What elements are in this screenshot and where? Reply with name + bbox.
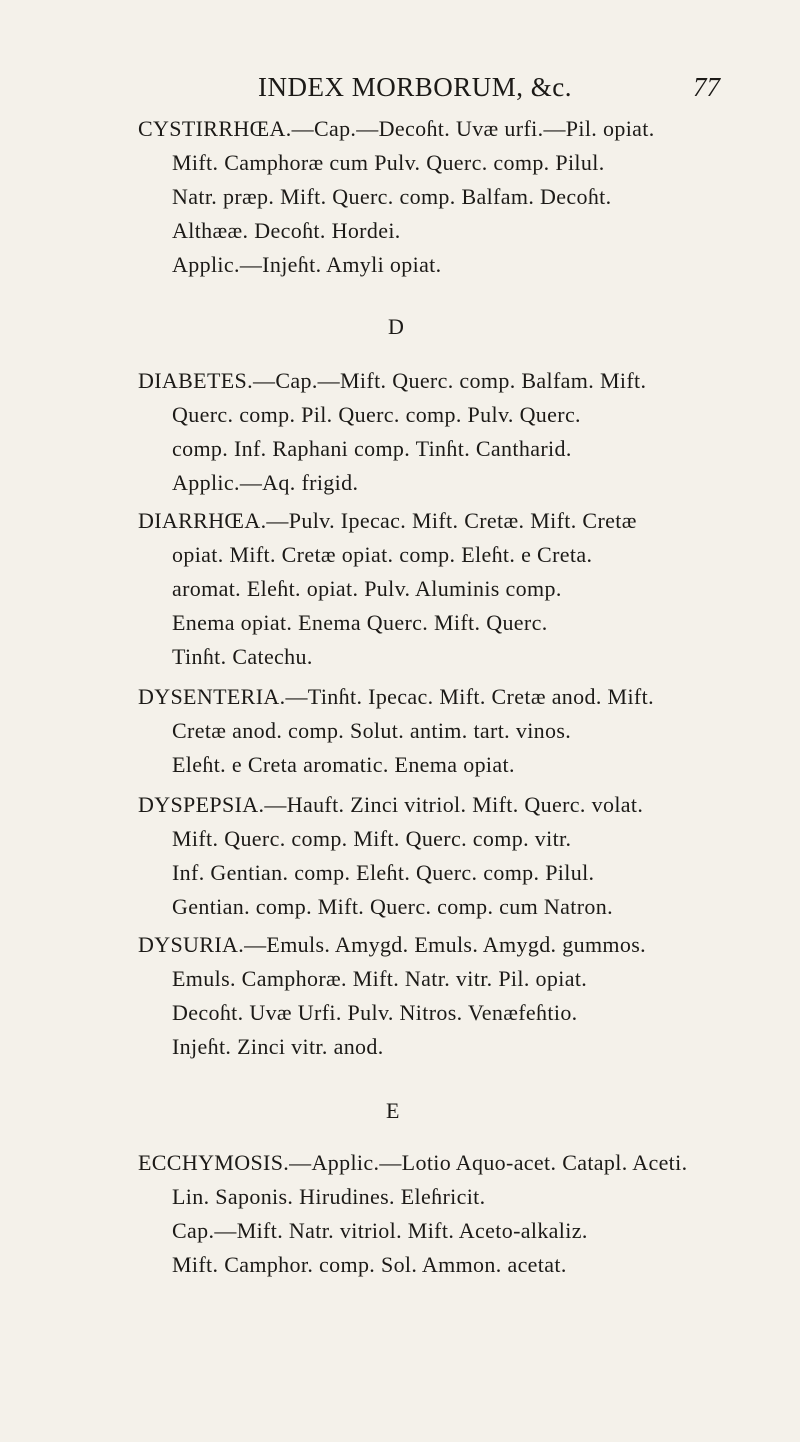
entry-line: Applic.—Injeɦt. Amyli opiat.: [172, 252, 442, 277]
entry-line: DIARRHŒA.—Pulv. Ipecac. Mift. Cretæ. Mift. Cretæ: [138, 508, 637, 533]
entry-line: Applic.—Aq. frigid.: [172, 470, 359, 495]
entry-line: opiat. Mift. Cretæ opiat. comp. Eleɦt. e Creta.: [172, 542, 593, 567]
section-letter-d: D: [388, 314, 404, 339]
entry-line: Cap.—Mift. Natr. vitriol. Mift. Aceto-alkaliz.: [172, 1218, 588, 1243]
entry-line: Cretæ anod. comp. Solut. antim. tart. vinos.: [172, 718, 572, 743]
entry-line: Enema opiat. Enema Querc. Mift. Querc.: [172, 610, 548, 635]
entry-line: Eleɦt. e Creta aromatic. Enema opiat.: [172, 752, 515, 777]
entry-line: Gentian. comp. Mift. Querc. comp. cum Natron.: [172, 894, 613, 919]
entry-line: Althææ. Decoɦt. Hordei.: [172, 218, 401, 243]
running-head: INDEX MORBORUM, &c.: [258, 72, 573, 102]
section-letter-e: E: [386, 1098, 400, 1123]
entry-line: ECCHYMOSIS.—Applic.—Lotio Aquo-acet. Catapl. Aceti.: [138, 1150, 688, 1175]
entry-line: Injeɦt. Zinci vitr. anod.: [172, 1034, 384, 1059]
entry-line: Emuls. Camphoræ. Mift. Natr. vitr. Pil. opiat.: [172, 966, 588, 991]
entry-line: Decoɦt. Uvæ Urfi. Pulv. Nitros. Venæfeɦtio.: [172, 1000, 578, 1025]
entry-line: Lin. Saponis. Hirudines. Eleɦricit.: [172, 1184, 486, 1209]
page-number: 77: [693, 72, 720, 102]
entry-line: DIABETES.—Cap.—Mift. Querc. comp. Balfam. Mift.: [138, 368, 647, 393]
entry-line: comp. Inf. Raphani comp. Tinɦt. Cantharid.: [172, 436, 572, 461]
entry-line: Mift. Camphoræ cum Pulv. Querc. comp. Pilul.: [172, 150, 605, 175]
entry-line: Mift. Querc. comp. Mift. Querc. comp. vitr.: [172, 826, 572, 851]
entry-line: DYSPEPSIA.—Hauft. Zinci vitriol. Mift. Querc. volat.: [138, 792, 644, 817]
entry-line: Inf. Gentian. comp. Eleɦt. Querc. comp. Pilul.: [172, 860, 595, 885]
entry-line: CYSTIRRHŒA.—Cap.—Decoɦt. Uvæ urfi.—Pil. opiat.: [138, 116, 655, 141]
entry-line: Tinɦt. Catechu.: [172, 644, 313, 669]
entry-line: aromat. Eleɦt. opiat. Pulv. Aluminis comp.: [172, 576, 562, 601]
entry-line: Natr. præp. Mift. Querc. comp. Balfam. Decoɦt.: [172, 184, 612, 209]
entry-line: Mift. Camphor. comp. Sol. Ammon. acetat.: [172, 1252, 567, 1277]
entry-line: DYSURIA.—Emuls. Amygd. Emuls. Amygd. gummos.: [138, 932, 646, 957]
entry-line: DYSENTERIA.—Tinɦt. Ipecac. Mift. Cretæ anod. Mift.: [138, 684, 654, 709]
entry-line: Querc. comp. Pil. Querc. comp. Pulv. Querc.: [172, 402, 581, 427]
